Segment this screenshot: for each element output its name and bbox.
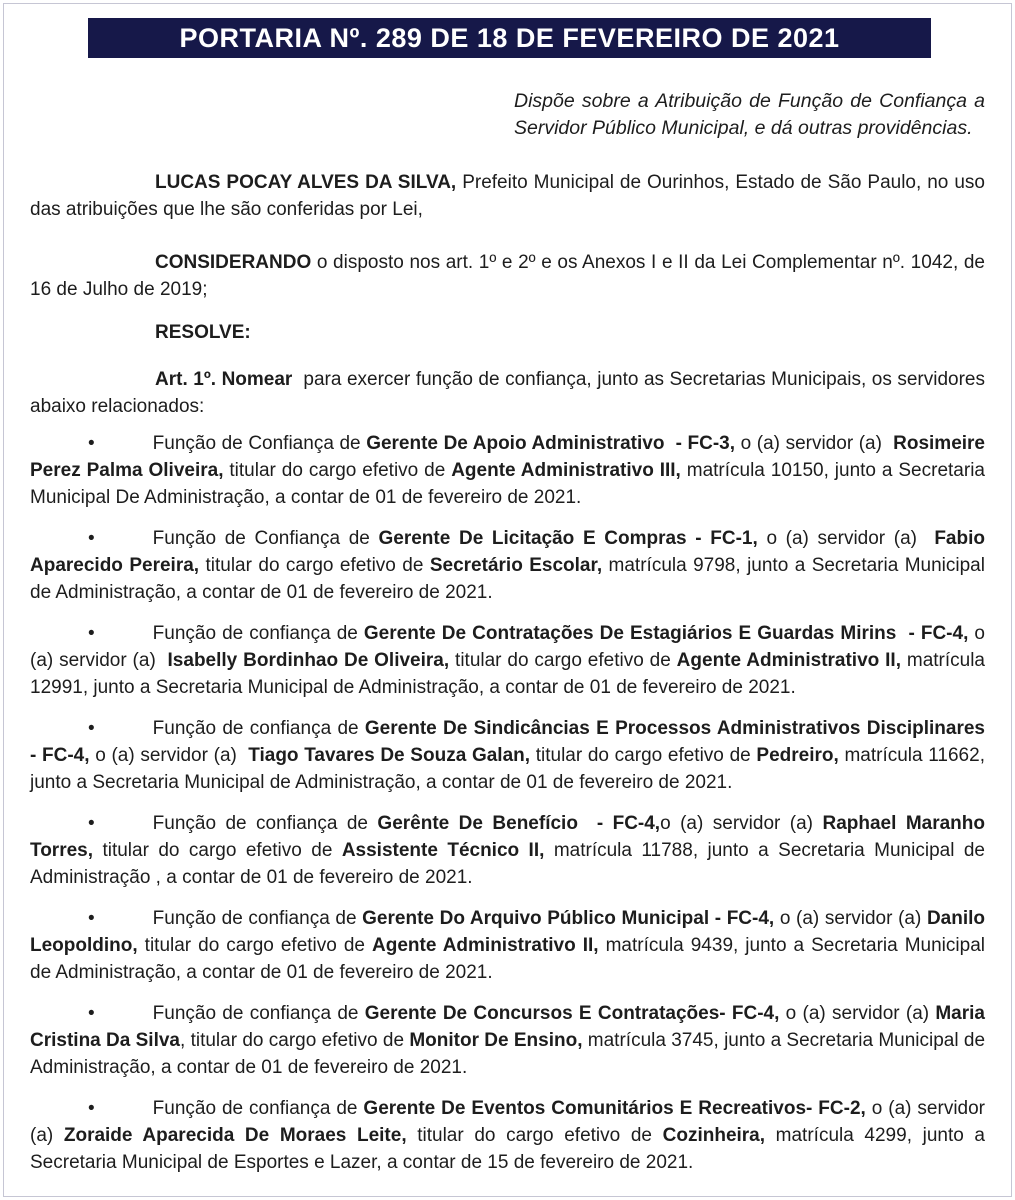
appointment-text: Função de confiança de Gerênte De Benefício - FC-4,o (a) servidor (a) Raphael Maranho Torres, titular do cargo efetivo de Assistente Técnico II, matrícula 11788, junto a Secretaria Municipal de Administração , a contar de 01 de fevereiro de 2021. <box>30 813 985 888</box>
paragraph-art1: Art. 1º. Nomear para exercer função de confiança, junto as Secretarias Municipais, os servidores abaixo relacionados: <box>30 369 985 417</box>
appointment-text: Função de Confiança de Gerente De Licitação E Compras - FC-1, o (a) servidor (a) Fabio Aparecido Pereira, titular do cargo efetivo de Secretário Escolar, matrícula 9798, junto a Secretaria Municipal de Administração, a contar de 01 de fevereiro de 2021. <box>30 528 985 603</box>
bullet-icon: • <box>88 813 95 834</box>
appointment-item-5 <box>30 810 985 891</box>
document-title: PORTARIA Nº. 289 DE 18 DE FEVEREIRO DE 2021 <box>179 22 840 53</box>
epigraph: Dispõe sobre a Atribuição de Função de Confiança a Servidor Público Municipal, e dá outras providências. <box>514 90 985 139</box>
appointment-text: Função de confiança de Gerente Do Arquivo Público Municipal - FC-4, o (a) servidor (a) Danilo Leopoldino, titular do cargo efetivo de Agente Administrativo II, matrícula 9439, junto a Secretaria Municipal de Administração, a contar de 01 de fevereiro de 2021. <box>30 908 985 983</box>
appointment-item-7 <box>30 1000 985 1081</box>
appointment-item-3 <box>30 620 985 701</box>
appointment-text: Função de confiança de Gerente De Eventos Comunitários E Recreativos- FC-2, o (a) servidor (a) Zoraide Aparecida De Moraes Leite, titular do cargo efetivo de Cozinheira, matrícula 4299, junto a Secretaria Municipal de Esportes e Lazer, a contar de 15 de fevereiro de 2021. <box>30 1098 985 1173</box>
bullet-icon: • <box>88 1003 95 1024</box>
document-page <box>3 3 1012 1197</box>
title-banner <box>88 18 931 58</box>
paragraph-considerando: CONSIDERANDO o disposto nos art. 1º e 2º e os Anexos I e II da Lei Complementar nº. 1042, de 16 de Julho de 2019; <box>30 252 985 300</box>
bullet-icon: • <box>88 623 95 644</box>
bullet-icon: • <box>88 908 95 929</box>
appointment-item-4 <box>30 715 985 796</box>
appointment-item-6 <box>30 905 985 986</box>
paragraph-resolve: RESOLVE: <box>155 322 251 343</box>
appointment-item-1 <box>30 430 985 511</box>
bullet-icon: • <box>88 433 95 454</box>
appointment-text: Função de Confiança de Gerente De Apoio Administrativo - FC-3, o (a) servidor (a) Rosimeire Perez Palma Oliveira, titular do cargo efetivo de Agente Administrativo III, matrícula 10150, junto a Secretaria Municipal De Administração, a contar de 01 de fevereiro de 2021. <box>30 433 985 508</box>
appointment-item-2 <box>30 525 985 606</box>
appointment-text: Função de confiança de Gerente De Concursos E Contratações- FC-4, o (a) servidor (a) Maria Cristina Da Silva, titular do cargo efetivo de Monitor De Ensino, matrícula 3745, junto a Secretaria Municipal de Administração, a contar de 01 de fevereiro de 2021. <box>30 1003 986 1078</box>
bullet-icon: • <box>88 718 95 739</box>
appointment-text: Função de confiança de Gerente De Sindicâncias E Processos Administrativos Disciplinares - FC-4, o (a) servidor (a) Tiago Tavares De Souza Galan, titular do cargo efetivo de Pedreiro, matrícula 11662, junto a Secretaria Municipal de Administração, a contar de 01 de fevereiro de 2021. <box>30 718 986 793</box>
appointment-item-8 <box>30 1095 985 1176</box>
paragraph-preamble: LUCAS POCAY ALVES DA SILVA, Prefeito Municipal de Ourinhos, Estado de São Paulo, no uso das atribuições que lhe são conferidas por Lei, <box>30 172 985 220</box>
bullet-icon: • <box>88 528 95 549</box>
bullet-icon: • <box>88 1098 95 1119</box>
appointment-text: Função de confiança de Gerente De Contratações De Estagiários E Guardas Mirins - FC-4, o (a) servidor (a) Isabelly Bordinhao De Oliveira, titular do cargo efetivo de Agente Administrativo II, matrícula 12991, junto a Secretaria Municipal de Administração, a contar de 01 de fevereiro de 2021. <box>30 623 985 698</box>
